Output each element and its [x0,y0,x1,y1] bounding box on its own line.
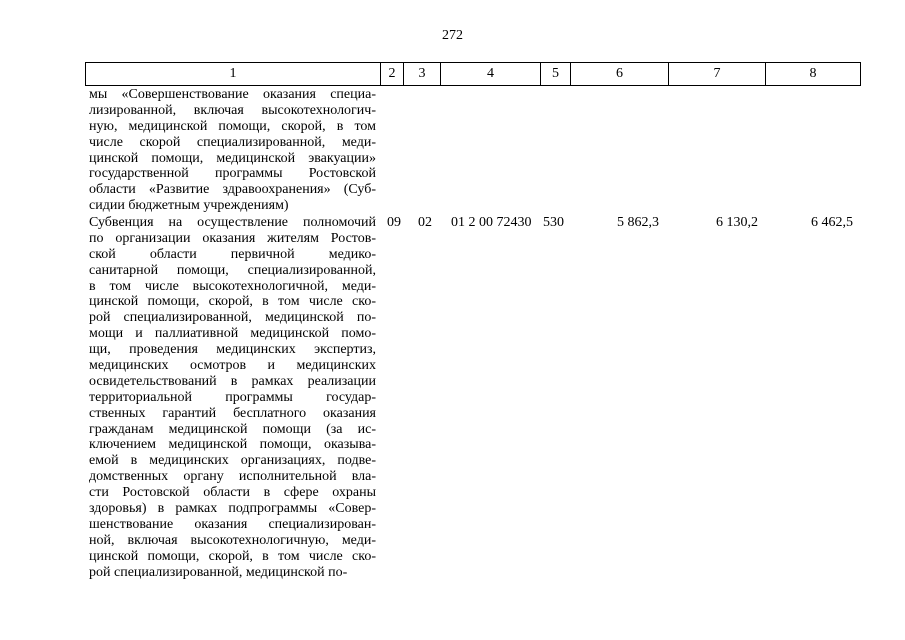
description-line: в том числе высокотехнологичной, меди- [89,278,376,294]
header-col-4: 4 [440,63,540,85]
description-line: цинской помощи, медицинской эвакуации» [89,150,376,166]
header-col-2: 2 [380,63,403,85]
description-line: Субвенция на осуществление полномочий [89,215,376,230]
description-line: области «Развитие здравоохранения» (Суб- [89,182,376,198]
description-line: шенствование оказания специализирован- [89,516,376,532]
description-line: емой в медицинских организациях, подве- [89,453,376,469]
description-line: рой специализированной, медицинской по- [89,310,376,326]
row-2-col-8: 6 462,5 [811,215,853,230]
header-col-1: 1 [85,63,380,85]
description-line: здоровья) в рамках подпрограммы «Совер- [89,501,376,517]
row-1-description [89,87,376,214]
description-line: государственной программы Ростовской [89,166,376,182]
header-col-3: 3 [403,63,440,85]
description-line: ключением медицинской помощи, оказыва- [89,437,376,453]
description-line: территориальной программы государ- [89,389,376,405]
description-line: санитарной помощи, специализированной, [89,262,376,278]
header-col-7: 7 [668,63,765,85]
description-line: ственных гарантий бесплатного оказания [89,405,376,421]
description-line: рой специализированной, медицинской по- [89,564,348,580]
description-line: сидии бюджетным учреждениям) [89,198,289,214]
description-line: числе скорой специализированной, меди- [89,134,376,150]
description-line: цинской помощи, скорой, в том числе ско- [89,294,376,310]
row-2-col-4: 01 2 00 72430 [451,215,532,230]
header-col-5: 5 [540,63,570,85]
description-line: освидетельствований в рамках реализации [89,373,376,389]
description-line: щи, проведения медицинских экспертиз, [89,342,376,358]
description-line: медицинских осмотров и медицинских [89,358,376,374]
header-col-8: 8 [765,63,861,85]
description-line: домственных органу исполнительной вла- [89,469,376,485]
row-2-description [89,215,376,580]
row-2-col-7: 6 130,2 [716,215,758,230]
description-line: мощи и паллиативной медицинской помо- [89,326,376,342]
description-line: сти Ростовской области в сфере охраны [89,485,376,501]
description-line: цинской помощи, скорой, в том числе ско- [89,548,376,564]
row-2-col-5: 530 [543,215,564,230]
header-col-6: 6 [570,63,668,85]
row-2-col-6: 5 862,3 [617,215,659,230]
description-line: лизированной, включая высокотехнологич- [89,102,376,118]
description-line: по организации оказания жителям Ростов- [89,230,376,246]
row-2-col-3: 02 [418,215,432,230]
description-line: ской области первичной медико- [89,246,376,262]
page-number: 272 [442,28,463,43]
row-2-col-2: 09 [387,215,401,230]
table-header-row [85,62,861,86]
description-line: ной, включая высокотехнологичную, меди- [89,532,376,548]
description-line: гражданам медицинской помощи (за ис- [89,421,376,437]
description-line: мы «Совершенствование оказания специа- [89,87,376,102]
description-line: ную, медицинской помощи, скорой, в том [89,118,376,134]
